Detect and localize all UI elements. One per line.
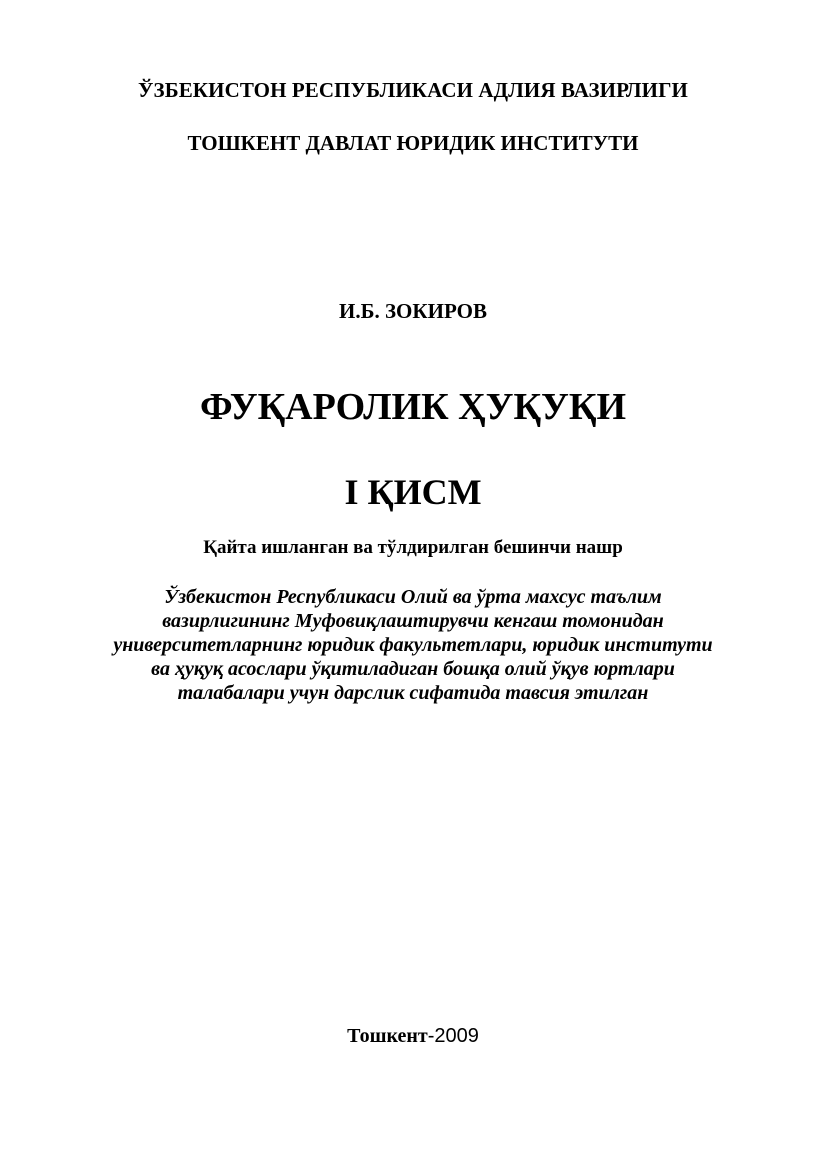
- approval-line: талабалари учун дарслик сифатида тавсия этилган: [177, 682, 649, 704]
- book-title: ФУҚАРОЛИК ҲУҚУҚИ: [199, 386, 627, 428]
- imprint: [0, 1025, 826, 1048]
- author-name: И.Б. ЗОКИРОВ: [339, 299, 487, 323]
- approval-line: Ўзбекистон Республикаси Олий ва ўрта махсус таълим: [164, 586, 662, 608]
- book-part: I ҚИСМ: [344, 472, 482, 512]
- approval-line: ва ҳуқуқ асослари ўқитиладиган бошқа олий ўқув юртлари: [151, 658, 675, 680]
- approval-line: вазирлигининг Муфовиқлаштирувчи кенгаш томонидан: [162, 610, 664, 632]
- imprint-year: -2009: [427, 1025, 479, 1047]
- approval-line: университетларнинг юридик факультетлари, юридик институти: [113, 634, 713, 656]
- institute-heading: ТОШКЕНТ ДАВЛАТ ЮРИДИК ИНСТИТУТИ: [187, 131, 639, 155]
- ministry-heading: ЎЗБЕКИСТОН РЕСПУБЛИКАСИ АДЛИЯ ВАЗИРЛИГИ: [138, 78, 688, 102]
- edition-note: Қайта ишланган ва тўлдирилган бешинчи нашр: [203, 537, 623, 558]
- approval-statement: [0, 585, 826, 705]
- imprint-city: Тошкент: [347, 1025, 428, 1047]
